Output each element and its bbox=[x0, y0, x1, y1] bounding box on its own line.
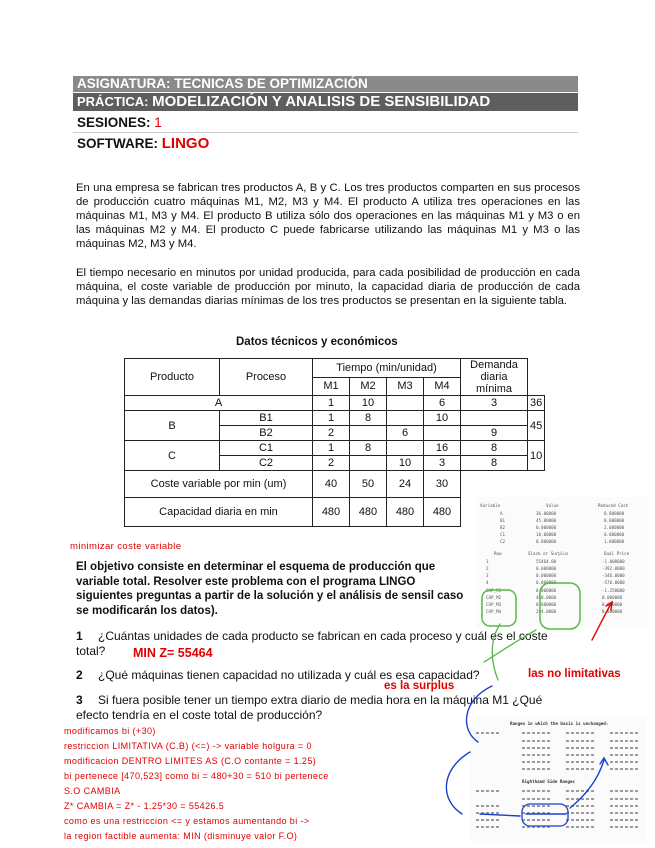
intro-paragraph-2: El tiempo necesario en minutos por unidad producida, para cada posibilidad de producción en cada máquina, el coste variable de producción por minuto, la capacidad diaria de producción de cada máquina y las demandas diarias mínimas de los tres productos se presentan en la siguiente tabla. bbox=[76, 267, 580, 307]
th-tiempo: Tiempo (min/unidad) bbox=[313, 359, 461, 378]
thumb-col-slack: Slack or Surplus bbox=[528, 551, 569, 556]
note-line: modificamos bi (+30) bbox=[64, 726, 156, 736]
thumb-cell: 0.000000 bbox=[602, 602, 623, 607]
th-m4: M4 bbox=[424, 377, 461, 396]
thumb-cell: C1 bbox=[500, 532, 506, 537]
thumb-cell: CAP_M1 bbox=[486, 588, 502, 593]
thumb-cell: 0.000000 bbox=[536, 539, 557, 544]
cell-proceso: 1 bbox=[313, 411, 350, 426]
software-label: SOFTWARE: bbox=[77, 136, 158, 151]
thumb-cell: 2 bbox=[486, 566, 489, 571]
cell-subproduct: C2 bbox=[220, 456, 313, 471]
thumb-cell: -1.000000 bbox=[602, 559, 625, 564]
thumb-col-reduced: Reduced Cost bbox=[598, 503, 629, 508]
thumb-col-dual: Dual Price bbox=[604, 551, 630, 556]
thumb-ranges-lines bbox=[470, 717, 646, 843]
row-coste bbox=[125, 471, 545, 498]
note-line: Z* CAMBIA = Z* - 1.25*30 = 55426.5 bbox=[64, 801, 225, 811]
cell-m3: 6 bbox=[424, 396, 461, 411]
sesiones-label: SESIONES: bbox=[77, 115, 151, 130]
cell-m1: 8 bbox=[350, 411, 387, 426]
thumb-cell: CAP_M2 bbox=[486, 595, 502, 600]
question-number: 1 bbox=[76, 629, 83, 643]
thumb-cell: 55464.00 bbox=[536, 559, 557, 564]
thumb-cell: 0.000000 bbox=[536, 573, 557, 578]
intro-paragraph-1: En una empresa se fabrican tres productos A, B y C. Los tres productos comparten en sus procesos de producción cuatro máquinas M1, M2, M3 y M4. El producto A utiliza tres operaciones en las máquinas M1, M3 y M4. El producto B utiliza sólo dos operaciones en las máquinas M1 y M3 o en las máquinas M2 y M4. El producto C puede fabricarse utilizando las máquinas M1 y M3 o las máquinas M2, M3 y M4. bbox=[76, 182, 580, 250]
thumb-cell: 480.0000 bbox=[536, 595, 557, 600]
cell-m2 bbox=[387, 411, 424, 426]
thumb-col-variable: Variable bbox=[480, 503, 501, 508]
th-producto: Producto bbox=[125, 359, 220, 396]
objective-text: El objetivo consiste en determinar el esquema de producción que variable total. Resolver este problema con el programa LINGO siguientes preguntas a partir de la solución y el análisis de sensil caso se modificarán los datos). bbox=[76, 561, 464, 617]
cell-subproduct: B1 bbox=[220, 411, 313, 426]
cell-m1: 480 bbox=[313, 498, 350, 527]
thumb-cell: C2 bbox=[500, 539, 506, 544]
th-demanda: Demanda diaria mínima bbox=[461, 359, 528, 396]
th-m2: M2 bbox=[350, 377, 387, 396]
cell-m2: 480 bbox=[350, 498, 387, 527]
cell-proceso: 2 bbox=[313, 456, 350, 471]
note-line: como es una restriccion <= y estamos aumentando bi -> bbox=[64, 816, 310, 826]
table-title: Datos técnicos y económicos bbox=[236, 336, 398, 348]
note-line: modificacion DENTRO LIMITES AS (C.O contante = 1.25) bbox=[64, 756, 317, 766]
thumb-cell: 0.000000 bbox=[536, 525, 557, 530]
cell-subproduct: C1 bbox=[220, 441, 313, 456]
cell-m2 bbox=[387, 441, 424, 456]
note-line: restriccion LIMITATIVA (C.B) (<=) -> variable holgura = 0 bbox=[64, 741, 312, 751]
thumb-rhs-title: Righthand Side Ranges bbox=[522, 779, 575, 784]
cell-m2: 6 bbox=[387, 426, 424, 441]
cell-m4: 30 bbox=[424, 471, 461, 498]
annotation-es-surplus: es la surplus bbox=[384, 680, 455, 692]
row-c1 bbox=[125, 441, 545, 456]
note-line: bi pertenece [470,523] como bi = 480+30 = 510 bi pertenece bbox=[64, 771, 329, 781]
cell-m3: 24 bbox=[387, 471, 424, 498]
practica-value: MODELIZACIÓN Y ANALISIS DE SENSIBILIDAD bbox=[152, 93, 491, 110]
cell-proceso: 1 bbox=[313, 441, 350, 456]
thumb-cell: 1 bbox=[486, 559, 489, 564]
th-m3: M3 bbox=[387, 377, 424, 396]
thumb-cell: 0.000000 bbox=[536, 588, 557, 593]
thumb-cell: 0.000000 bbox=[604, 518, 625, 523]
cell-coste-label: Coste variable por min (um) bbox=[125, 471, 313, 498]
thumb-cell: B2 bbox=[500, 525, 506, 530]
cell-empty bbox=[461, 471, 528, 498]
thumb-cell: -1.250000 bbox=[602, 588, 625, 593]
cell-m4: 8 bbox=[461, 441, 528, 456]
thumb-cell: 1.000000 bbox=[604, 539, 625, 544]
sesiones-value: 1 bbox=[154, 115, 162, 130]
annotation-no-limitativas: las no limitativas bbox=[528, 668, 621, 680]
cell-m3: 16 bbox=[424, 441, 461, 456]
cell-demanda: 10 bbox=[528, 441, 545, 471]
software-value: LINGO bbox=[161, 135, 210, 152]
cell-m4: 3 bbox=[461, 396, 528, 411]
cell-m2: 50 bbox=[350, 471, 387, 498]
th-proceso: Proceso bbox=[220, 359, 313, 396]
thumb-cell: 36.00000 bbox=[536, 511, 557, 516]
annotation-min-z: MIN Z= 55464 bbox=[133, 646, 213, 660]
row-b1 bbox=[125, 411, 545, 426]
ink-blue-loop bbox=[446, 752, 470, 814]
thumb-cell: A bbox=[500, 511, 503, 516]
header-practica bbox=[73, 93, 578, 111]
annotation-minimizar: minimizar coste variable bbox=[70, 541, 182, 552]
cell-proceso: 1 bbox=[313, 396, 350, 411]
cell-m3 bbox=[424, 426, 461, 441]
thumb-cell: 4 bbox=[486, 580, 489, 585]
cell-m4: 8 bbox=[461, 456, 528, 471]
thumb-cell: 0.000000 bbox=[604, 532, 625, 537]
cell-m2 bbox=[387, 396, 424, 411]
question-number: 2 bbox=[76, 668, 83, 682]
thumb-cell: CAP_M4 bbox=[486, 609, 502, 614]
cell-proceso: 2 bbox=[313, 426, 350, 441]
cell-m3: 480 bbox=[387, 498, 424, 527]
thumb-cell: -346.0000 bbox=[602, 573, 625, 578]
cell-m4 bbox=[461, 411, 528, 426]
lingo-ranges-thumbnail bbox=[470, 717, 646, 843]
thumb-cell: 294.0000 bbox=[536, 609, 557, 614]
thumb-cell: 0.000000 bbox=[604, 511, 625, 516]
cell-m1: 10 bbox=[350, 396, 387, 411]
note-line: la region factible aumenta: MIN (disminuye valor F.O) bbox=[64, 831, 298, 841]
cell-m4: 9 bbox=[461, 426, 528, 441]
header-sesiones bbox=[73, 113, 578, 133]
thumb-cell: 0.000000 bbox=[602, 595, 623, 600]
thumb-cell: 0.000000 bbox=[602, 609, 623, 614]
thumb-cell: B1 bbox=[500, 518, 506, 523]
cell-demanda: 36 bbox=[528, 396, 545, 411]
thumb-cell: 0.000000 bbox=[536, 602, 557, 607]
lingo-solution-thumbnail bbox=[476, 497, 648, 627]
question-text: Si fuera posible tener un tiempo extra diario de media hora en la máquina M1 ¿Qué efecto tendría en el coste total de producción? bbox=[76, 693, 543, 722]
cell-m1: 8 bbox=[350, 441, 387, 456]
thumb-cell: 3 bbox=[486, 573, 489, 578]
cell-m3: 10 bbox=[424, 411, 461, 426]
th-m1: M1 bbox=[313, 377, 350, 396]
note-line: S.O CAMBIA bbox=[64, 786, 121, 796]
cell-m4: 480 bbox=[424, 498, 461, 527]
cell-product: B bbox=[125, 411, 220, 441]
row-a bbox=[125, 396, 545, 411]
question-2 bbox=[76, 668, 536, 683]
cell-demanda: 45 bbox=[528, 411, 545, 441]
cell-m2: 10 bbox=[387, 456, 424, 471]
question-number: 3 bbox=[76, 693, 83, 707]
cell-product: C bbox=[125, 441, 220, 471]
thumb-cell: 0.000000 bbox=[536, 566, 557, 571]
cell-m1 bbox=[350, 456, 387, 471]
practica-label: PRÁCTICA: bbox=[77, 94, 149, 109]
cell-m3: 3 bbox=[424, 456, 461, 471]
header-asignatura: ASIGNATURA: TECNICAS DE OPTIMIZACIÓN bbox=[73, 76, 578, 92]
thumb-cell: -392.0000 bbox=[602, 566, 625, 571]
cell-product: A bbox=[125, 396, 313, 411]
thumb-cell: 45.00000 bbox=[536, 518, 557, 523]
thumb-cell: CAP_M3 bbox=[486, 602, 502, 607]
question-text: ¿Qué máquinas tienen capacidad no utilizada y cuál es esa capacidad? bbox=[98, 668, 480, 682]
header-software bbox=[73, 133, 578, 155]
thumb-col-row: Row bbox=[494, 551, 502, 556]
thumb-col-value: Value bbox=[546, 503, 559, 508]
cell-m1 bbox=[350, 426, 387, 441]
cell-capacidad-label: Capacidad diaria en min bbox=[125, 498, 313, 527]
thumb-ranges-title: Ranges in which the basis is unchanged: bbox=[510, 721, 609, 726]
question-text: ¿Cuántas unidades de cada producto se fabrican en cada proceso y cuál es el coste total? bbox=[76, 629, 548, 658]
thumb-cell: -570.0000 bbox=[602, 580, 625, 585]
cell-m1: 40 bbox=[313, 471, 350, 498]
thumb-cell: 10.00000 bbox=[536, 532, 557, 537]
thumb-cell: 2.000000 bbox=[604, 525, 625, 530]
thumb-cell: 0.000000 bbox=[536, 580, 557, 585]
cell-subproduct: B2 bbox=[220, 426, 313, 441]
